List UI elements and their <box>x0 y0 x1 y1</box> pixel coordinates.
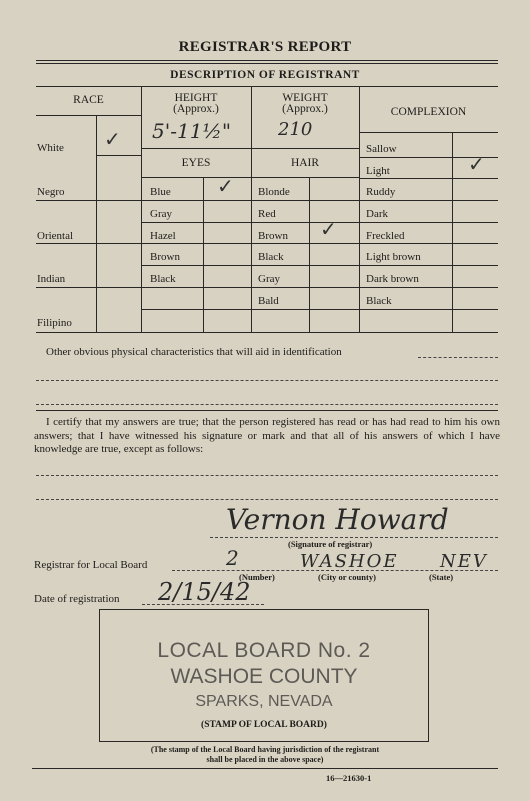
eyes-brown: Brown <box>150 251 180 263</box>
state-caption: (State) <box>429 572 454 582</box>
race-check-divider <box>96 116 97 332</box>
hair-rule-4 <box>251 265 359 266</box>
table-top-rule <box>36 86 498 87</box>
height-value: 5'-11½" <box>152 119 232 143</box>
complexion-light-check: ✓ <box>468 152 485 176</box>
race-rule-indian <box>36 287 141 288</box>
complexion-freckled: Freckled <box>366 230 405 242</box>
hair-rule-1 <box>251 200 359 201</box>
complexion-dark: Dark <box>366 208 388 220</box>
form-title: REGISTRAR'S REPORT <box>178 39 352 55</box>
race-negro: Negro <box>37 186 65 198</box>
footer-note-line-2: shall be placed in the above space) <box>206 755 324 764</box>
height-col-divider <box>251 86 252 332</box>
complexion-dark-brown: Dark brown <box>366 273 419 285</box>
eyes-hazel: Hazel <box>150 230 176 242</box>
eyes-blue-check: ✓ <box>217 174 234 198</box>
registration-date-value: 2/15/42 <box>158 578 251 606</box>
section-divider-rule <box>36 410 498 411</box>
complexion-rule-7 <box>359 287 498 288</box>
other-characteristics-label: Other obvious physical characteristics that will aid in identification <box>46 346 342 358</box>
eyes-rule-6 <box>141 309 251 310</box>
hair-bald: Bald <box>258 295 279 307</box>
race-rule-negro <box>36 200 141 201</box>
other-characteristics-line-2 <box>36 380 498 381</box>
complexion-rule-8 <box>359 309 498 310</box>
height-weight-value-rule <box>141 148 359 149</box>
eyes-rule-5 <box>141 287 251 288</box>
signature-line <box>210 537 498 538</box>
race-rule-oriental <box>36 243 141 244</box>
hair-rule-2 <box>251 222 359 223</box>
complexion-check-divider <box>452 133 453 332</box>
complexion-sallow: Sallow <box>366 143 397 155</box>
hair-rule-3 <box>251 243 359 244</box>
eyes-hair-header-rule <box>141 177 359 178</box>
registrar-label: Registrar for Local Board <box>34 559 148 571</box>
complexion-rule-2 <box>359 178 498 179</box>
race-header-rule <box>36 115 141 116</box>
weight-value: 210 <box>278 119 313 140</box>
stamp-line-2: WASHOE COUNTY <box>170 665 358 688</box>
hair-black: Black <box>258 251 284 263</box>
hair-rule-6 <box>251 309 359 310</box>
exceptions-line-2 <box>36 499 498 500</box>
stamp-caption: (STAMP OF LOCAL BOARD) <box>201 720 327 730</box>
eyes-rule-4 <box>141 265 251 266</box>
complexion-light: Light <box>366 165 390 177</box>
form-number: 16—21630-1 <box>326 773 372 783</box>
eyes-black: Black <box>150 273 176 285</box>
weight-subheader: (Approx.) <box>282 103 328 115</box>
race-oriental: Oriental <box>37 230 74 242</box>
hair-header: HAIR <box>290 157 320 169</box>
race-filipino: Filipino <box>37 317 72 329</box>
registrar-signature: Vernon Howard <box>226 503 449 536</box>
eyes-rule-1 <box>141 200 251 201</box>
complexion-rule-5 <box>359 243 498 244</box>
board-number-value: 2 <box>226 546 239 570</box>
eyes-gray: Gray <box>150 208 172 220</box>
eyes-header: EYES <box>181 157 211 169</box>
complexion-light-brown: Light brown <box>366 251 421 263</box>
stamp-line-1: LOCAL BOARD No. 2 <box>157 639 371 662</box>
title-rule-1 <box>36 60 498 61</box>
stamp-line-3: SPARKS, NEVADA <box>195 693 333 710</box>
eyes-rule-3 <box>141 243 251 244</box>
hair-brown-check: ✓ <box>320 217 337 241</box>
complexion-rule-6 <box>359 265 498 266</box>
date-label: Date of registration <box>34 593 120 605</box>
other-characteristics-line-3 <box>36 404 498 405</box>
race-white-check: ✓ <box>104 127 121 151</box>
race-white: White <box>37 142 64 154</box>
table-bottom-rule <box>36 332 498 333</box>
complexion-ruddy: Ruddy <box>366 186 396 198</box>
hair-red: Red <box>258 208 276 220</box>
race-indian: Indian <box>37 273 66 285</box>
date-line <box>142 604 264 605</box>
city-value: WASHOE <box>300 551 399 572</box>
race-header: RACE <box>73 94 104 106</box>
footer-note-line-1: (The stamp of the Local Board having jurisdiction of the registrant <box>150 745 380 754</box>
complexion-header: COMPLEXION <box>390 106 467 118</box>
complexion-rule-3 <box>359 200 498 201</box>
height-header: HEIGHT <box>174 92 218 104</box>
hair-brown: Brown <box>258 230 288 242</box>
hair-blonde: Blonde <box>258 186 290 198</box>
eyes-blue: Blue <box>150 186 171 198</box>
complexion-rule-4 <box>359 222 498 223</box>
complexion-black: Black <box>366 295 392 307</box>
weight-header: WEIGHT <box>282 92 328 104</box>
eyes-rule-2 <box>141 222 251 223</box>
height-subheader: (Approx.) <box>173 103 219 115</box>
city-caption: (City or county) <box>318 572 376 582</box>
other-characteristics-line-1 <box>418 357 498 358</box>
footer-rule <box>32 768 498 769</box>
complexion-header-rule <box>359 132 498 133</box>
title-rule-2 <box>36 63 498 64</box>
hair-gray: Gray <box>258 273 280 285</box>
hair-rule-5 <box>251 287 359 288</box>
race-rule-white <box>96 155 141 156</box>
weight-col-divider <box>359 86 360 332</box>
registrar-board-line <box>172 570 498 571</box>
form-subtitle: DESCRIPTION OF REGISTRANT <box>170 69 360 81</box>
signature-caption: (Signature of registrar) <box>288 539 373 549</box>
certification-text: I certify that my answers are true; that the person registered has read or has had read to him his own answers; that I have witnessed his signature or mark and that all of his answers of which I have knowledge are true, except as follows: <box>34 416 500 455</box>
state-value: NEV <box>440 551 488 572</box>
race-col-divider <box>141 86 142 332</box>
number-caption: (Number) <box>239 572 275 582</box>
exceptions-line-1 <box>36 475 498 476</box>
